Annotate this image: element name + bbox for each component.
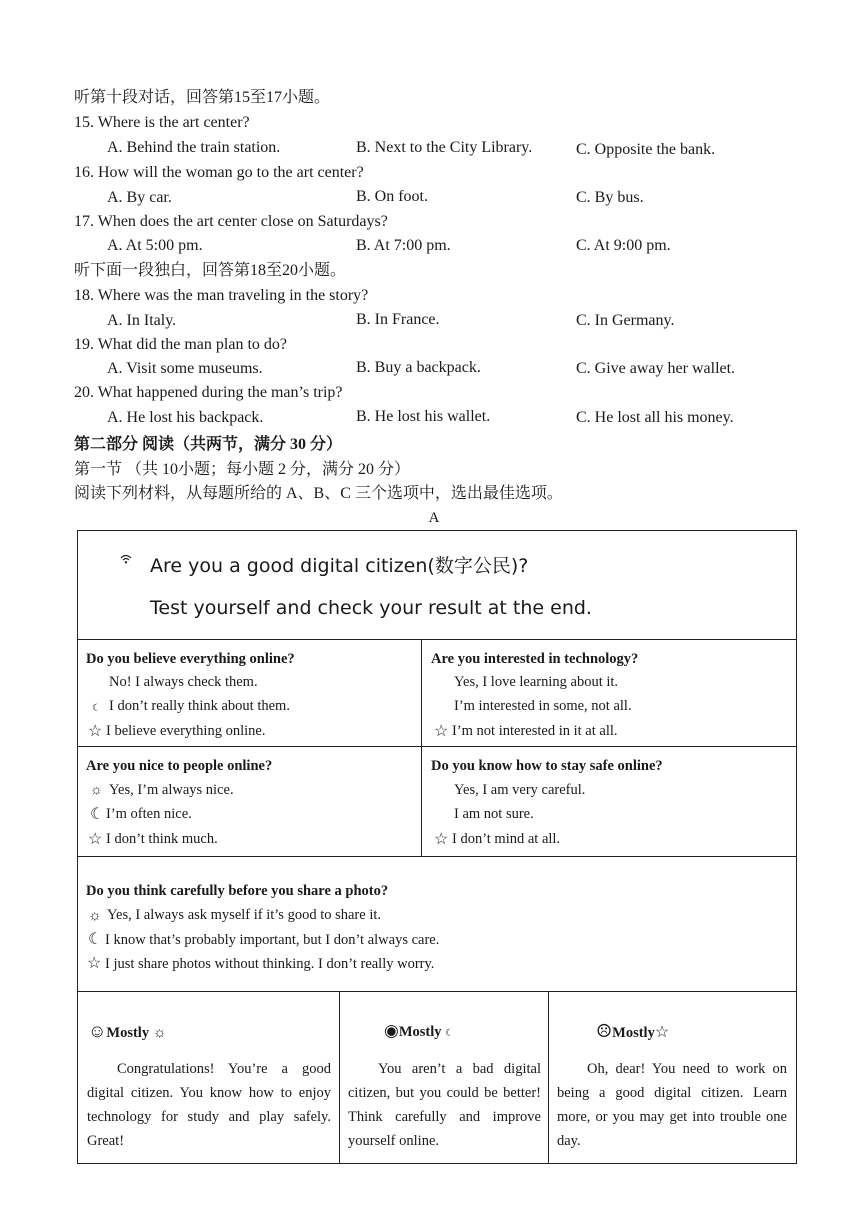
option-16b: B. On foot. bbox=[356, 188, 428, 205]
passage-label: A bbox=[428, 510, 440, 526]
result-heading-text: Mostly bbox=[106, 1025, 150, 1041]
answer-sun: Yes, I am very careful. bbox=[454, 782, 586, 798]
option-16c: C. By bus. bbox=[576, 189, 644, 206]
question-16: 16. How will the woman go to the art center? bbox=[74, 164, 364, 181]
option-19c: C. Give away her wallet. bbox=[576, 360, 736, 377]
happy-face-icon: ☺ bbox=[88, 1021, 107, 1041]
moon-icon: ☾ bbox=[88, 931, 103, 948]
star-icon: ☆ bbox=[434, 723, 449, 740]
moon-icon: ☾ bbox=[90, 806, 105, 823]
star-icon: ☆ bbox=[87, 955, 102, 972]
option-20c: C. He lost all his money. bbox=[576, 409, 734, 426]
option-15c: C. Opposite the bank. bbox=[576, 141, 716, 158]
moon-icon: ☾ bbox=[445, 1028, 455, 1039]
neutral-face-icon: ◉ bbox=[384, 1021, 399, 1040]
answer-sun: Yes, I love learning about it. bbox=[454, 674, 619, 690]
option-17c: C. At 9:00 pm. bbox=[576, 237, 671, 254]
result-text: You aren’t a bad digital citizen, but you could be better! Think carefully and improve yourself online. bbox=[348, 1061, 541, 1149]
result-mostly-sun bbox=[78, 991, 339, 1163]
quiz-cell-nice-online bbox=[78, 746, 421, 856]
quiz-title: Are you a good digital citizen(数字公民)? bbox=[150, 555, 529, 577]
question-19: 19. What did the man plan to do? bbox=[74, 336, 287, 353]
option-18c: C. In Germany. bbox=[576, 312, 675, 329]
result-text: Congratulations! You’re a good digital citizen. You know how to enjoy technology for study and play safely. Great! bbox=[87, 1061, 331, 1149]
moon-icon: ☾ bbox=[92, 703, 101, 714]
listening-intro-11: 听下面一段独白，回答第18至20小题。 bbox=[74, 262, 347, 279]
option-20a: A. He lost his backpack. bbox=[107, 409, 264, 426]
result-mostly-moon bbox=[339, 991, 548, 1163]
star-icon: ☆ bbox=[88, 723, 103, 740]
answer-star: I believe everything online. bbox=[106, 723, 266, 739]
reading-section-heading: 第一节 （共 10小题；每小题 2 分，满分 20 分） bbox=[74, 461, 411, 478]
answer-moon: I don’t really think about them. bbox=[109, 698, 290, 714]
wifi-icon bbox=[120, 553, 132, 568]
star-icon: ☆ bbox=[434, 831, 449, 848]
quiz-cell-stay-safe bbox=[421, 746, 796, 856]
sun-icon: ☼ bbox=[90, 783, 103, 798]
option-15b: B. Next to the City Library. bbox=[356, 139, 533, 156]
sun-icon: ☼ bbox=[152, 1025, 167, 1041]
reading-instruction: 阅读下列材料，从每题所给的 A、B、C 三个选项中，选出最佳选项。 bbox=[74, 485, 563, 502]
sun-icon: ☼ bbox=[88, 908, 102, 924]
answer-moon: I’m often nice. bbox=[106, 806, 192, 822]
result-mostly-star bbox=[548, 991, 796, 1163]
quiz-subtitle: Test yourself and check your result at the end. bbox=[150, 597, 592, 619]
option-18b: B. In France. bbox=[356, 311, 440, 328]
answer-star: I just share photos without thinking. I don’t really worry. bbox=[105, 956, 435, 972]
question-18: 18. Where was the man traveling in the story? bbox=[74, 287, 369, 304]
quiz-question: Do you believe everything online? bbox=[86, 651, 295, 667]
question-20: 20. What happened during the man’s trip? bbox=[74, 384, 343, 401]
answer-moon: I know that’s probably important, but I don’t always care. bbox=[105, 932, 440, 948]
option-20b: B. He lost his wallet. bbox=[356, 408, 491, 425]
quiz-question: Do you think carefully before you share a photo? bbox=[86, 883, 389, 899]
option-17b: B. At 7:00 pm. bbox=[356, 237, 451, 254]
answer-star: I’m not interested in it at all. bbox=[452, 723, 618, 739]
answer-sun: No! I always check them. bbox=[109, 674, 258, 690]
quiz-cell-share-photo bbox=[78, 856, 796, 991]
quiz-box bbox=[77, 530, 797, 1164]
answer-star: I don’t think much. bbox=[106, 831, 218, 847]
option-15a: A. Behind the train station. bbox=[107, 139, 281, 156]
quiz-title-block bbox=[78, 531, 796, 640]
option-19b: B. Buy a backpack. bbox=[356, 359, 481, 376]
option-17a: A. At 5:00 pm. bbox=[107, 237, 203, 254]
quiz-cell-believe-online bbox=[78, 639, 421, 746]
result-heading bbox=[596, 1021, 669, 1042]
option-18a: A. In Italy. bbox=[107, 312, 177, 329]
result-heading bbox=[384, 1021, 454, 1041]
sad-face-icon: ☹ bbox=[596, 1021, 613, 1041]
quiz-question: Do you know how to stay safe online? bbox=[431, 758, 663, 774]
answer-star: I don’t mind at all. bbox=[452, 831, 561, 847]
answer-sun: Yes, I always ask myself if it’s good to share it. bbox=[107, 907, 381, 923]
quiz-question: Are you nice to people online? bbox=[86, 758, 273, 774]
result-heading bbox=[88, 1021, 166, 1042]
question-15: 15. Where is the art center? bbox=[74, 114, 250, 131]
star-icon: ☆ bbox=[88, 831, 103, 848]
quiz-question: Are you interested in technology? bbox=[431, 651, 639, 667]
option-16a: A. By car. bbox=[107, 189, 172, 206]
star-icon: ☆ bbox=[654, 1024, 670, 1041]
result-heading-text: Mostly bbox=[398, 1024, 442, 1040]
option-19a: A. Visit some museums. bbox=[107, 360, 263, 377]
listening-intro-10: 听第十段对话，回答第15至17小题。 bbox=[74, 89, 331, 106]
answer-moon: I’m interested in some, not all. bbox=[454, 698, 632, 714]
answer-moon: I am not sure. bbox=[454, 806, 534, 822]
result-text: Oh, dear! You need to work on being a good digital citizen. Learn more, or you may get into trouble one day. bbox=[557, 1061, 787, 1149]
reading-part-heading: 第二部分 阅读（共两节，满分 30 分） bbox=[74, 436, 343, 453]
question-17: 17. When does the art center close on Saturdays? bbox=[74, 213, 388, 230]
answer-sun: Yes, I’m always nice. bbox=[109, 782, 234, 798]
quiz-cell-interested-technology bbox=[421, 639, 796, 746]
result-heading-text: Mostly bbox=[612, 1025, 655, 1041]
